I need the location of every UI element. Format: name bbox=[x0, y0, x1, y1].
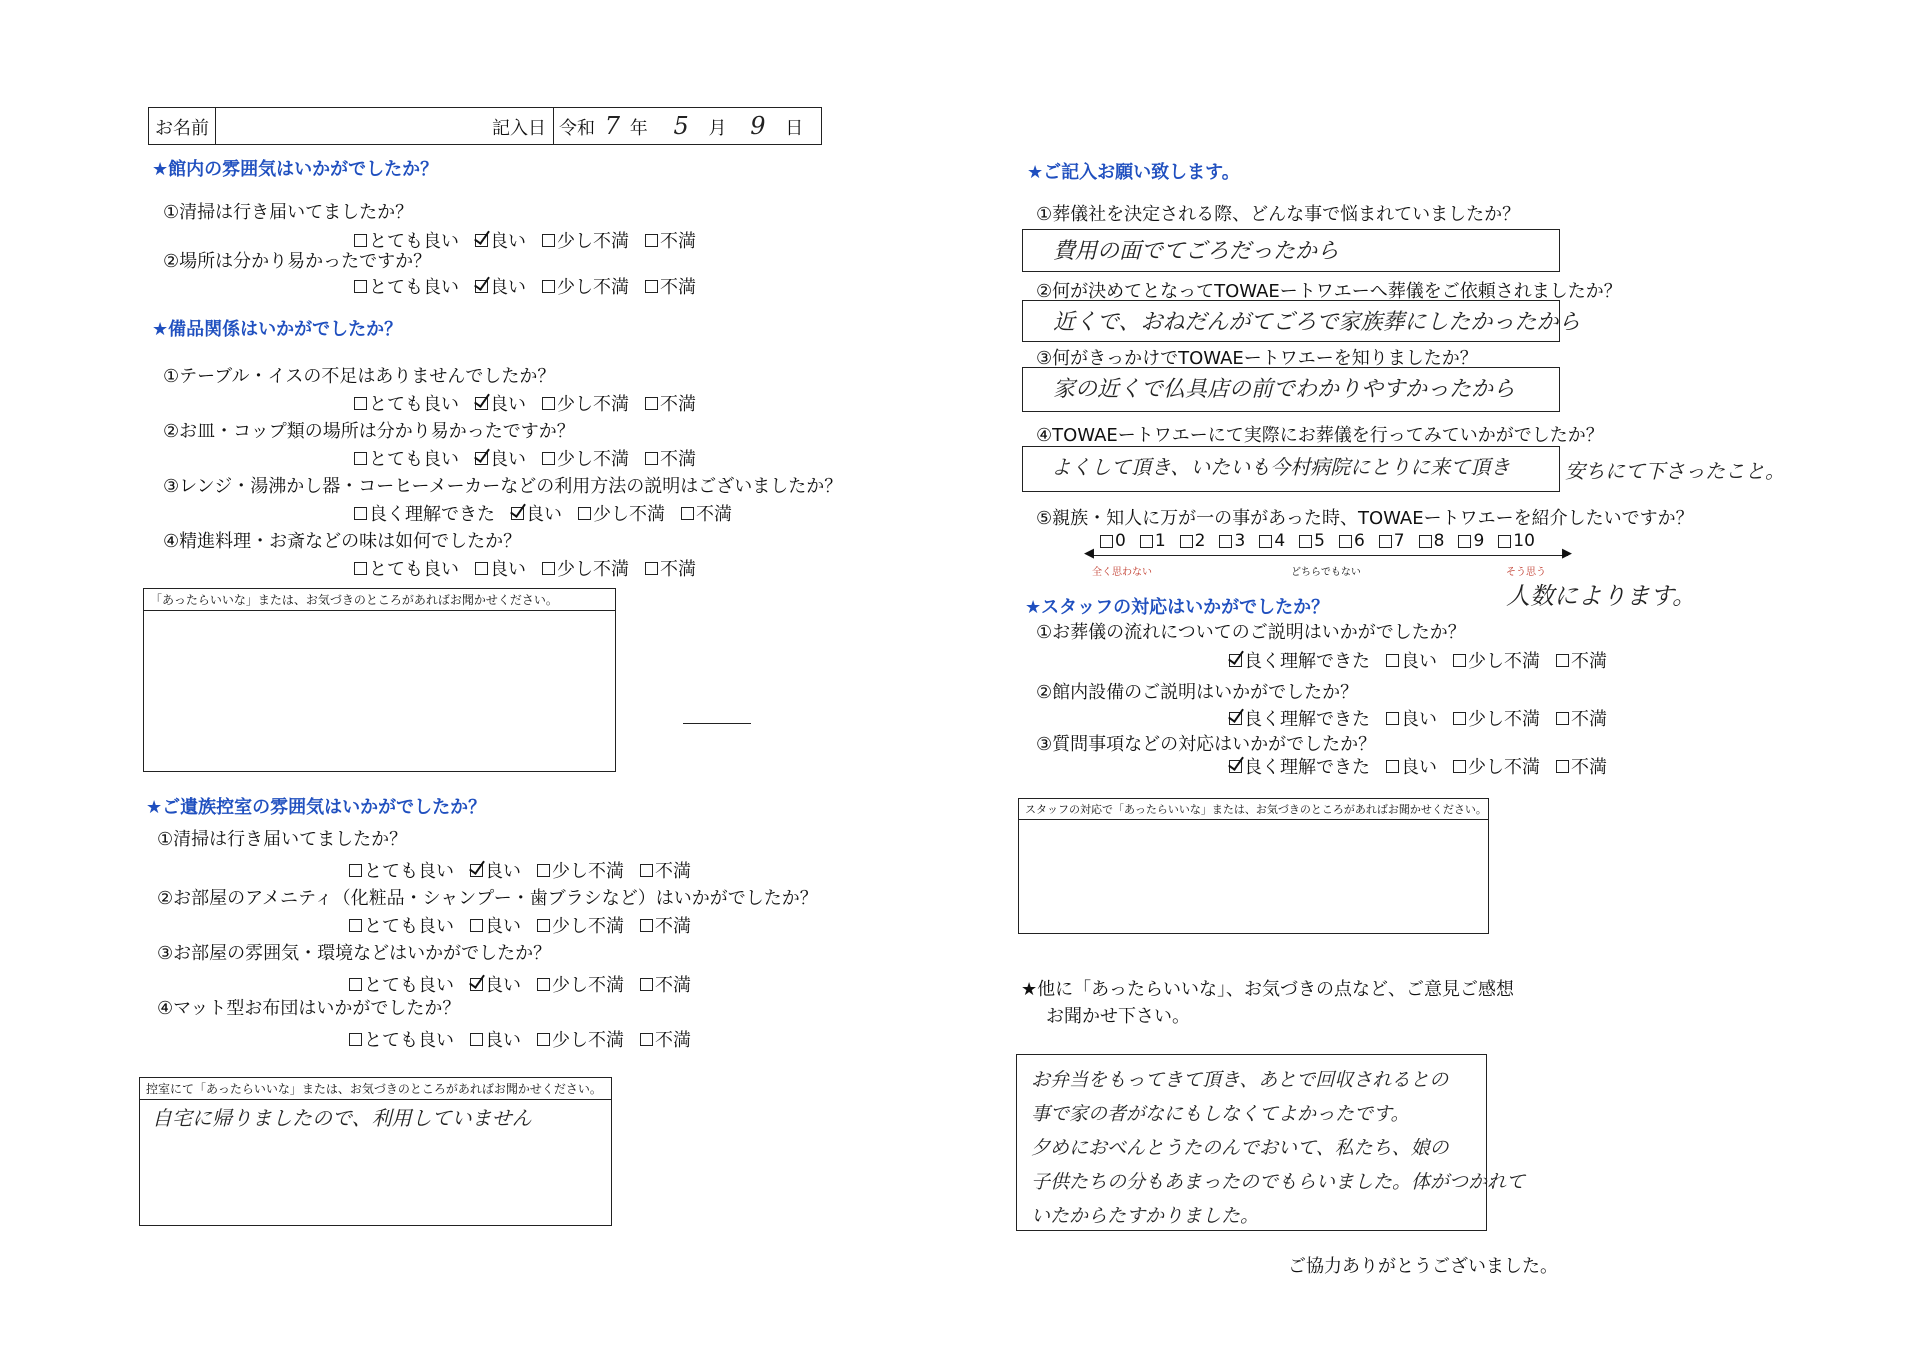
option-good[interactable] bbox=[511, 500, 562, 526]
option-good[interactable] bbox=[1386, 753, 1437, 779]
checkbox-icon[interactable] bbox=[640, 919, 653, 932]
recommend-scale-arrow bbox=[1090, 555, 1568, 556]
option-label: 良い bbox=[485, 1030, 521, 1051]
checkbox-icon[interactable] bbox=[354, 452, 367, 465]
checkbox-icon[interactable] bbox=[1219, 535, 1232, 548]
checkbox-icon[interactable] bbox=[1453, 712, 1466, 725]
family-room-comment-box[interactable] bbox=[139, 1077, 612, 1226]
date-divider bbox=[553, 108, 554, 144]
question-recommend: ⑤親族・知人に万が一の事があった時、TOWAEートワエーを紹介したいですか？ bbox=[1036, 508, 1694, 529]
rating-hall-location bbox=[354, 273, 696, 299]
scale-option-5[interactable] bbox=[1299, 531, 1325, 551]
option-slightly-bad[interactable] bbox=[542, 445, 629, 471]
option-good[interactable] bbox=[475, 555, 526, 581]
checkbox-icon[interactable] bbox=[1556, 760, 1569, 773]
option-label: 良く理解できた bbox=[1244, 651, 1370, 672]
scale-option-2[interactable] bbox=[1180, 531, 1206, 551]
other-comment-line: お弁当をもってきて頂き、あとで回収されるとの bbox=[1031, 1069, 1449, 1091]
checkbox-icon[interactable] bbox=[511, 507, 524, 520]
scale-option-9[interactable] bbox=[1458, 531, 1484, 551]
option-label: 少し不満 bbox=[557, 449, 629, 470]
checkbox-icon[interactable] bbox=[354, 562, 367, 575]
checkbox-icon[interactable] bbox=[349, 978, 362, 991]
answer-discovery: 家の近くで仏具店の前でわかりやすかったから bbox=[1053, 377, 1516, 402]
checkbox-icon[interactable] bbox=[470, 1033, 483, 1046]
option-label: 不満 bbox=[655, 916, 691, 937]
arrow-left-icon: ◀ bbox=[1084, 546, 1094, 561]
option-slightly-bad[interactable] bbox=[542, 390, 629, 416]
question-experience: ④TOWAEートワエーにて実際にお葬儀を行ってみていかがでしたか？ bbox=[1036, 425, 1604, 446]
checkbox-icon[interactable] bbox=[354, 397, 367, 410]
option-label: 不満 bbox=[660, 277, 696, 298]
scale-option-10[interactable] bbox=[1498, 531, 1535, 551]
option-good[interactable] bbox=[475, 273, 526, 299]
year-unit: 年 bbox=[629, 118, 648, 139]
scale-label: 6 bbox=[1353, 531, 1365, 551]
option-label: 少し不満 bbox=[1468, 757, 1540, 778]
option-label: 少し不満 bbox=[552, 975, 624, 996]
scale-label: 5 bbox=[1314, 531, 1325, 551]
checkbox-icon[interactable] bbox=[645, 397, 658, 410]
option-good[interactable] bbox=[1386, 705, 1437, 731]
rating-staff-flow bbox=[1229, 647, 1607, 673]
option-label: 不満 bbox=[660, 559, 696, 580]
name-label: お名前 bbox=[155, 118, 209, 139]
option-label: 少し不満 bbox=[552, 861, 624, 882]
scale-label: 7 bbox=[1393, 531, 1405, 551]
option-bad[interactable] bbox=[645, 273, 696, 299]
checkbox-icon[interactable] bbox=[542, 397, 555, 410]
other-comment-line: 子供たちの分もあまったのでもらいました。体がつかれて bbox=[1031, 1171, 1526, 1193]
checkbox-icon[interactable] bbox=[640, 978, 653, 991]
checkbox-icon[interactable] bbox=[1180, 535, 1193, 548]
recommend-scale bbox=[1100, 531, 1535, 551]
rating-room-cleaning bbox=[349, 857, 691, 883]
checkbox-icon[interactable] bbox=[354, 507, 367, 520]
staff-comment-box[interactable] bbox=[1018, 798, 1489, 934]
header-table bbox=[148, 107, 822, 145]
family-room-comment: 自宅に帰りましたので、利用していません bbox=[152, 1106, 532, 1130]
answer-worries: 費用の面でてごろだったから bbox=[1053, 239, 1340, 264]
checkbox-icon[interactable] bbox=[1556, 712, 1569, 725]
option-label: 少し不満 bbox=[557, 231, 629, 252]
option-label: 不満 bbox=[655, 1030, 691, 1051]
option-label: 良い bbox=[490, 449, 526, 470]
option-label: 良い bbox=[485, 861, 521, 882]
question-futon: ④マット型お布団はいかがでしたか？ bbox=[157, 998, 461, 1019]
scale-label: 8 bbox=[1433, 531, 1445, 551]
option-label: 良い bbox=[485, 916, 521, 937]
checkbox-icon[interactable] bbox=[470, 978, 483, 991]
option-very-good[interactable] bbox=[354, 555, 459, 581]
option-label: 少し不満 bbox=[1468, 709, 1540, 730]
checkbox-icon[interactable] bbox=[1100, 535, 1113, 548]
option-label: 少し不満 bbox=[1468, 651, 1540, 672]
checkbox-icon[interactable] bbox=[542, 452, 555, 465]
option-good[interactable] bbox=[470, 857, 521, 883]
checkbox-icon[interactable] bbox=[475, 234, 488, 247]
checkbox-icon[interactable] bbox=[1453, 654, 1466, 667]
option-bad[interactable] bbox=[645, 227, 696, 253]
checkbox-icon[interactable] bbox=[1229, 760, 1242, 773]
answer-decision: 近くで、おねだんがてごろで家族葬にしたかったから bbox=[1053, 310, 1581, 335]
scale-option-3[interactable] bbox=[1219, 531, 1245, 551]
checkbox-icon[interactable] bbox=[1419, 535, 1432, 548]
checkbox-icon[interactable] bbox=[1453, 760, 1466, 773]
option-slightly-bad[interactable] bbox=[537, 1026, 624, 1052]
month-unit: 月 bbox=[708, 118, 727, 139]
option-slightly-bad[interactable] bbox=[537, 971, 624, 997]
section-request-title: ★ご記入お願い致します。 bbox=[1027, 162, 1240, 183]
checkbox-icon[interactable] bbox=[645, 280, 658, 293]
checkbox-icon[interactable] bbox=[537, 1033, 550, 1046]
option-very-good[interactable] bbox=[349, 1026, 454, 1052]
other-comment-line: 夕めにおべんとうたのんでおいて、私たち、娘の bbox=[1031, 1137, 1449, 1159]
question-decision: ②何が決めてとなってTOWAEートワエーへ葬儀をご依頼されましたか？ bbox=[1036, 281, 1622, 302]
checkbox-icon[interactable] bbox=[1556, 654, 1569, 667]
option-good[interactable] bbox=[470, 971, 521, 997]
option-good[interactable] bbox=[475, 227, 526, 253]
scale-label: 2 bbox=[1194, 531, 1206, 551]
scale-label: 3 bbox=[1234, 531, 1246, 551]
option-understood[interactable] bbox=[1229, 705, 1370, 731]
scale-label: 0 bbox=[1115, 531, 1126, 551]
option-label: 良く理解できた bbox=[1244, 709, 1370, 730]
option-label: 少し不満 bbox=[552, 916, 624, 937]
option-label: 良い bbox=[490, 231, 526, 252]
option-label: とても良い bbox=[369, 559, 459, 580]
thanks-message: ご協力ありがとうございました。 bbox=[1288, 1256, 1558, 1277]
section-staff-title: ★スタッフの対応はいかがでしたか？ bbox=[1025, 597, 1330, 618]
option-bad[interactable] bbox=[640, 1026, 691, 1052]
other-comments-label: ★他に「あったらいいな」、お気づきの点など、ご意見ご感想 bbox=[1021, 979, 1514, 1000]
checkbox-icon[interactable] bbox=[1458, 535, 1471, 548]
day-value: 9 bbox=[750, 112, 766, 140]
option-label: 不満 bbox=[1571, 757, 1607, 778]
option-label: 良く理解できた bbox=[369, 504, 495, 525]
option-bad[interactable] bbox=[681, 500, 732, 526]
option-bad[interactable] bbox=[645, 555, 696, 581]
option-good[interactable] bbox=[475, 445, 526, 471]
option-bad[interactable] bbox=[645, 445, 696, 471]
checkbox-icon[interactable] bbox=[1386, 654, 1399, 667]
scale-option-4[interactable] bbox=[1259, 531, 1285, 551]
option-label: 不満 bbox=[655, 861, 691, 882]
scale-label: 1 bbox=[1154, 531, 1166, 551]
checkbox-icon[interactable] bbox=[645, 234, 658, 247]
arrow-right-icon: ▶ bbox=[1562, 546, 1572, 561]
option-label: 良い bbox=[490, 394, 526, 415]
question-hall-location: ②場所は分かり易かったですか？ bbox=[163, 251, 432, 272]
section-hall-title: ★館内の雰囲気はいかがでしたか？ bbox=[152, 159, 439, 180]
checkbox-icon[interactable] bbox=[1379, 535, 1392, 548]
scale-right-label: そう思う bbox=[1506, 567, 1546, 578]
checkbox-icon[interactable] bbox=[1140, 535, 1153, 548]
question-staff-questions: ③質問事項などの対応はいかがでしたか？ bbox=[1036, 734, 1377, 755]
option-label: 少し不満 bbox=[552, 1030, 624, 1051]
option-bad[interactable] bbox=[640, 971, 691, 997]
option-very-good[interactable] bbox=[349, 912, 454, 938]
checkbox-icon[interactable] bbox=[475, 280, 488, 293]
option-label: とても良い bbox=[364, 1030, 454, 1051]
option-label: 少し不満 bbox=[593, 504, 665, 525]
checkbox-icon[interactable] bbox=[354, 234, 367, 247]
option-understood[interactable] bbox=[1229, 753, 1370, 779]
option-good[interactable] bbox=[470, 912, 521, 938]
option-good[interactable] bbox=[470, 1026, 521, 1052]
checkbox-icon[interactable] bbox=[578, 507, 591, 520]
option-label: 良い bbox=[485, 975, 521, 996]
checkbox-icon[interactable] bbox=[354, 280, 367, 293]
scale-label: 10 bbox=[1513, 531, 1535, 551]
question-discovery: ③何がきっかけでTOWAEートワエーを知りましたか？ bbox=[1036, 348, 1478, 369]
question-tables-chairs: ①テーブル・イスの不足はありませんでしたか？ bbox=[163, 366, 556, 387]
checkbox-icon[interactable] bbox=[537, 919, 550, 932]
section-equipment-title: ★備品関係はいかがでしたか？ bbox=[152, 319, 403, 340]
checkbox-icon[interactable] bbox=[349, 1033, 362, 1046]
option-label: 良い bbox=[1401, 651, 1437, 672]
option-slightly-bad[interactable] bbox=[1453, 705, 1540, 731]
staff-comment-caption: スタッフの対応で「あったらいいな」または、お気づきのところがあればお聞かせください。 bbox=[1019, 799, 1488, 820]
option-slightly-bad[interactable] bbox=[1453, 647, 1540, 673]
question-food-taste: ④精進料理・お斎などの味は如何でしたか？ bbox=[163, 531, 522, 552]
answer-experience-extra: 安ちにて下さったこと。 bbox=[1565, 459, 1785, 483]
option-label: 不満 bbox=[660, 449, 696, 470]
date-field[interactable] bbox=[559, 112, 803, 140]
question-staff-facilities: ②館内設備のご説明はいかがでしたか？ bbox=[1036, 682, 1359, 703]
other-comment-line: 事で家の者がなにもしなくてよかったです。 bbox=[1031, 1103, 1410, 1125]
option-label: 良く理解できた bbox=[1244, 757, 1370, 778]
option-very-good[interactable] bbox=[354, 273, 459, 299]
equipment-comment-caption: 「あったらいいな」または、お気づきのところがあればお聞かせください。 bbox=[144, 589, 615, 611]
other-comment-line: いたからたすかりました。 bbox=[1031, 1205, 1260, 1227]
question-dishes-cups: ②お皿・コップ類の場所は分かり易かったですか？ bbox=[163, 421, 575, 442]
other-comments-label-2: お聞かせ下さい。 bbox=[1046, 1006, 1190, 1027]
option-bad[interactable] bbox=[645, 390, 696, 416]
checkbox-icon[interactable] bbox=[1229, 654, 1242, 667]
blank-line bbox=[683, 723, 751, 724]
option-bad[interactable] bbox=[1556, 705, 1607, 731]
option-understood[interactable] bbox=[354, 500, 495, 526]
checkbox-icon[interactable] bbox=[1386, 712, 1399, 725]
rating-room-amenities bbox=[349, 912, 691, 938]
rating-staff-questions bbox=[1229, 753, 1607, 779]
checkbox-icon[interactable] bbox=[640, 864, 653, 877]
checkbox-icon[interactable] bbox=[1299, 535, 1312, 548]
option-slightly-bad[interactable] bbox=[578, 500, 665, 526]
year-value: 7 bbox=[604, 112, 621, 140]
option-very-good[interactable] bbox=[349, 857, 454, 883]
checkbox-icon[interactable] bbox=[537, 864, 550, 877]
rating-dishes-cups bbox=[354, 445, 696, 471]
rating-staff-facilities bbox=[1229, 705, 1607, 731]
month-value: 5 bbox=[673, 112, 689, 140]
option-slightly-bad[interactable] bbox=[542, 227, 629, 253]
checkbox-icon[interactable] bbox=[640, 1033, 653, 1046]
option-label: 良い bbox=[490, 559, 526, 580]
option-label: 不満 bbox=[655, 975, 691, 996]
checkbox-icon[interactable] bbox=[537, 978, 550, 991]
option-label: 不満 bbox=[1571, 651, 1607, 672]
other-comments-text bbox=[1031, 1063, 1525, 1233]
checkbox-icon[interactable] bbox=[1498, 535, 1511, 548]
option-slightly-bad[interactable] bbox=[1453, 753, 1540, 779]
checkbox-icon[interactable] bbox=[681, 507, 694, 520]
checkbox-icon[interactable] bbox=[542, 562, 555, 575]
option-bad[interactable] bbox=[1556, 753, 1607, 779]
option-slightly-bad[interactable] bbox=[537, 857, 624, 883]
question-worries: ①葬儀社を決定される際、どんな事で悩まれていましたか？ bbox=[1036, 204, 1521, 225]
scale-label: 4 bbox=[1274, 531, 1286, 551]
checkbox-icon[interactable] bbox=[1229, 712, 1242, 725]
scale-option-6[interactable] bbox=[1339, 531, 1365, 551]
option-understood[interactable] bbox=[1229, 647, 1370, 673]
option-label: 少し不満 bbox=[557, 394, 629, 415]
answer-experience: よくして頂き、いたいも今村病院にとりに来て頂き bbox=[1051, 455, 1511, 479]
option-label: 少し不満 bbox=[557, 559, 629, 580]
option-label: 良い bbox=[1401, 757, 1437, 778]
checkbox-icon[interactable] bbox=[542, 234, 555, 247]
checkbox-icon[interactable] bbox=[645, 562, 658, 575]
option-label: 良い bbox=[1401, 709, 1437, 730]
day-unit: 日 bbox=[785, 118, 804, 139]
option-bad[interactable] bbox=[640, 857, 691, 883]
option-label: とても良い bbox=[369, 449, 459, 470]
option-label: 良い bbox=[490, 277, 526, 298]
option-label: とても良い bbox=[364, 916, 454, 937]
checkbox-icon[interactable] bbox=[475, 397, 488, 410]
option-very-good[interactable] bbox=[354, 390, 459, 416]
question-room-amenities: ②お部屋のアメニティ（化粧品・シャンプー・歯ブラシなど）はいかがでしたか？ bbox=[157, 888, 818, 909]
other-comments-box[interactable] bbox=[1016, 1054, 1526, 1231]
checkbox-icon[interactable] bbox=[1259, 535, 1272, 548]
option-label: 不満 bbox=[660, 394, 696, 415]
scale-label: 9 bbox=[1473, 531, 1485, 551]
checkbox-icon[interactable] bbox=[349, 864, 362, 877]
answer-recommend: 人数によります。 bbox=[1506, 582, 1697, 610]
answer-decision-box[interactable] bbox=[1022, 300, 1581, 342]
option-label: とても良い bbox=[369, 277, 459, 298]
rating-futon bbox=[349, 1026, 691, 1052]
checkbox-icon[interactable] bbox=[349, 919, 362, 932]
checkbox-icon[interactable] bbox=[475, 452, 488, 465]
checkbox-icon[interactable] bbox=[645, 452, 658, 465]
option-bad[interactable] bbox=[640, 912, 691, 938]
scale-option-1[interactable] bbox=[1140, 531, 1166, 551]
option-label: 不満 bbox=[1571, 709, 1607, 730]
rating-appliances bbox=[354, 500, 732, 526]
scale-option-8[interactable] bbox=[1419, 531, 1445, 551]
scale-mid-label: どちらでもない bbox=[1291, 567, 1361, 578]
date-label: 記入日 bbox=[492, 118, 546, 139]
question-staff-flow: ①お葬儀の流れについてのご説明はいかがでしたか？ bbox=[1036, 622, 1466, 643]
option-label: とても良い bbox=[369, 231, 459, 252]
option-label: 少し不満 bbox=[557, 277, 629, 298]
option-slightly-bad[interactable] bbox=[542, 273, 629, 299]
family-room-comment-caption: 控室にて「あったらいいな」または、お気づきのところがあればお聞かせください。 bbox=[140, 1078, 611, 1100]
answer-experience-box[interactable] bbox=[1022, 446, 1560, 492]
rating-food-taste bbox=[354, 555, 696, 581]
section-family-room-title: ★ご遺族控室の雰囲気はいかがでしたか？ bbox=[146, 797, 487, 818]
scale-option-0[interactable] bbox=[1100, 531, 1126, 551]
option-slightly-bad[interactable] bbox=[542, 555, 629, 581]
question-room-atmosphere: ③お部屋の雰囲気・環境などはいかがでしたか？ bbox=[157, 943, 552, 964]
option-bad[interactable] bbox=[1556, 647, 1607, 673]
checkbox-icon[interactable] bbox=[475, 562, 488, 575]
answer-discovery-box[interactable] bbox=[1022, 367, 1560, 412]
checkbox-icon[interactable] bbox=[470, 864, 483, 877]
name-divider bbox=[215, 108, 216, 144]
option-good[interactable] bbox=[1386, 647, 1437, 673]
checkbox-icon[interactable] bbox=[1339, 535, 1352, 548]
rating-tables-chairs bbox=[354, 390, 696, 416]
option-label: 良い bbox=[526, 504, 562, 525]
scale-left-label: 全く思わない bbox=[1092, 567, 1152, 578]
question-appliances: ③レンジ・湯沸かし器・コーヒーメーカーなどの利用方法の説明はございましたか？ bbox=[163, 476, 843, 497]
era-label: 令和 bbox=[559, 118, 595, 139]
equipment-comment-box[interactable] bbox=[143, 588, 616, 772]
option-label: 不満 bbox=[660, 231, 696, 252]
option-label: とても良い bbox=[364, 861, 454, 882]
option-slightly-bad[interactable] bbox=[537, 912, 624, 938]
option-label: とても良い bbox=[369, 394, 459, 415]
scale-option-7[interactable] bbox=[1379, 531, 1405, 551]
answer-worries-box[interactable] bbox=[1022, 229, 1560, 272]
checkbox-icon[interactable] bbox=[470, 919, 483, 932]
option-good[interactable] bbox=[475, 390, 526, 416]
checkbox-icon[interactable] bbox=[542, 280, 555, 293]
option-label: 不満 bbox=[696, 504, 732, 525]
checkbox-icon[interactable] bbox=[1386, 760, 1399, 773]
question-hall-cleaning: ①清掃は行き届いてましたか？ bbox=[163, 202, 414, 223]
question-room-cleaning: ①清掃は行き届いてましたか？ bbox=[157, 829, 408, 850]
option-very-good[interactable] bbox=[354, 445, 459, 471]
option-label: とても良い bbox=[364, 975, 454, 996]
